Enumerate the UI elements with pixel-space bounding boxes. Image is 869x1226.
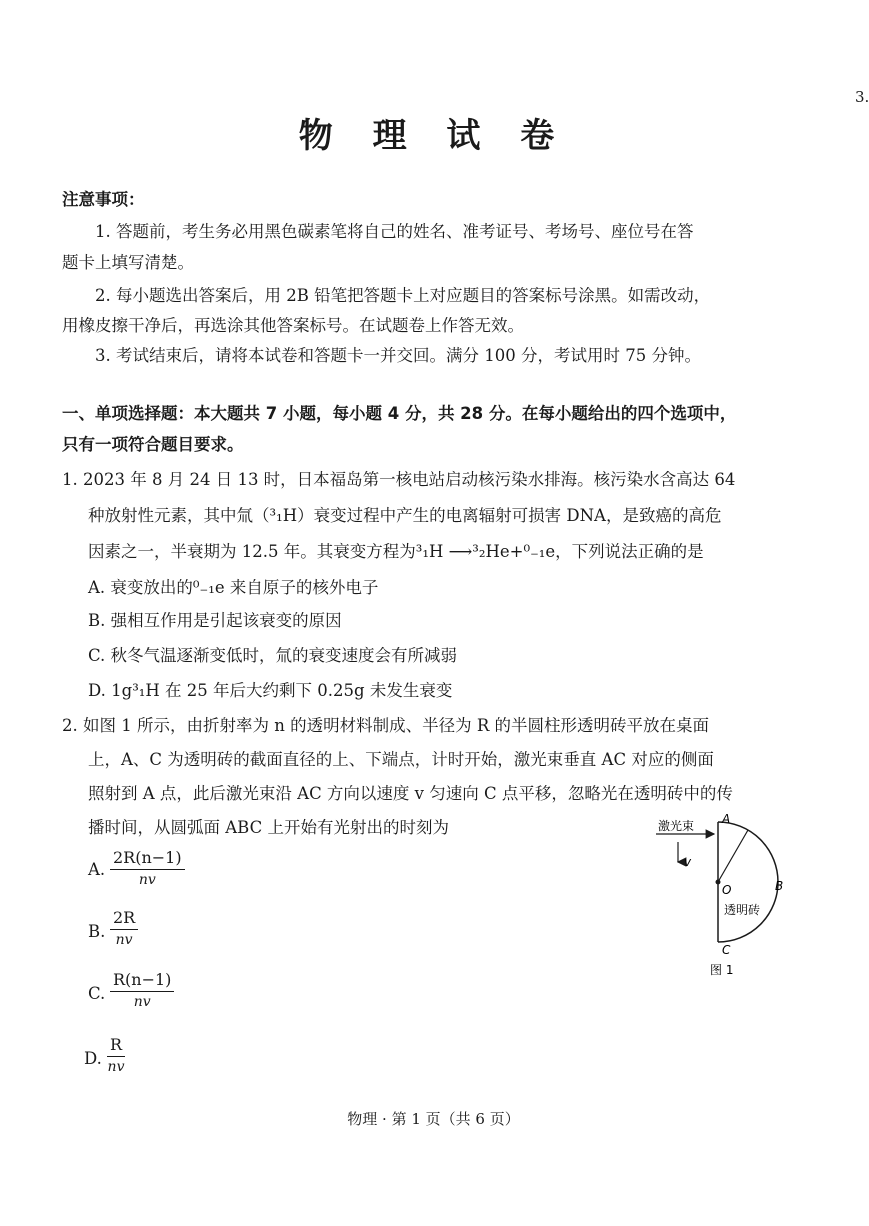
- q1-option-d: D. 1g³₁H 在 25 年后大约剩下 0.25g 未发生衰变: [88, 681, 453, 700]
- section1-heading-cont: 只有一项符合题目要求。: [62, 435, 244, 454]
- notes-line-2: 题卡上填写清楚。: [62, 253, 194, 272]
- point-a-label: A: [722, 812, 731, 826]
- q1-option-b: B. 强相互作用是引起该衰变的原因: [88, 611, 342, 630]
- radius-line: [718, 830, 748, 882]
- page-footer: 物理 · 第 1 页（共 6 页）: [347, 1110, 520, 1128]
- figure-caption: 图 1: [710, 963, 734, 977]
- notes-line-3: 2. 每小题选出答案后，用 2B 铅笔把答题卡上对应题目的答案标号涂黑。如需改动，: [95, 286, 711, 305]
- notes-line-1: 1. 答题前，考生务必用黑色碳素笔将自己的姓名、准考证号、考场号、座位号在答: [95, 222, 694, 241]
- q2-option-d-fraction: [107, 1035, 125, 1075]
- q2-option-b-numerator: 2R: [110, 908, 138, 930]
- q2-stem-line-2: 上，A、C 为透明砖的截面直径的上、下端点，计时开始，激光束垂直 AC 对应的侧面: [88, 750, 714, 769]
- q2-option-c-numerator: R(n−1): [110, 970, 174, 992]
- notes-line-5: 3. 考试结束后，请将本试卷和答题卡一并交回。满分 100 分，考试用时 75 分钟。: [95, 346, 701, 365]
- q2-stem-line-1: 2. 如图 1 所示，由折射率为 n 的透明材料制成、半径为 R 的半圆柱形透明砖平放在桌面: [62, 716, 710, 735]
- q2-option-c-label: C.: [88, 984, 106, 1003]
- section1-heading: 一、单项选择题：本大题共 7 小题，每小题 4 分，共 28 分。在每小题给出的四个选项中，: [62, 404, 737, 423]
- laser-beam-label: 激光束: [658, 819, 695, 833]
- q2-option-a-label: A.: [88, 860, 106, 879]
- q2-option-d-numerator: R: [107, 1035, 125, 1057]
- q2-option-d-label: D.: [84, 1049, 102, 1068]
- notes-line-4: 用橡皮擦干净后，再选涂其他答案标号。在试题卷上作答无效。: [62, 316, 524, 335]
- velocity-label: v: [684, 855, 692, 869]
- q2-option-d-denominator: nv: [107, 1059, 125, 1075]
- page-title: 物 理 试 卷: [298, 116, 569, 156]
- q2-option-a-denominator: nv: [138, 872, 156, 888]
- q2-stem-line-3: 照射到 A 点，此后激光束沿 AC 方向以速度 v 匀速向 C 点平移，忽略光在透明砖中的传: [88, 784, 733, 803]
- point-c-label: C: [722, 943, 731, 957]
- arc-abc: [718, 822, 778, 942]
- q2-option-b-fraction: [110, 908, 138, 948]
- q2-option-c-denominator: nv: [133, 994, 151, 1010]
- center-point-o: [716, 880, 721, 885]
- q1-stem-line-2: 种放射性元素，其中氚（³₁H）衰变过程中产生的电离辐射可损害 DNA，是致癌的高危: [88, 506, 722, 525]
- q1-stem-line-3: 因素之一，半衰期为 12.5 年。其衰变方程为³₁H ⟶³₂He+⁰₋₁e，下列说法正确的是: [88, 542, 704, 561]
- notes-heading: 注意事项：: [62, 190, 145, 209]
- figure-1-diagram: [650, 808, 800, 988]
- brick-label: 透明砖: [724, 903, 761, 917]
- q1-option-a: A. 衰变放出的⁰₋₁e 来自原子的核外电子: [88, 578, 379, 597]
- q2-option-a-fraction: [110, 848, 185, 888]
- q2-stem-line-4: 播时间，从圆弧面 ABC 上开始有光射出的时刻为: [88, 818, 449, 837]
- q1-option-c: C. 秋冬气温逐渐变低时，氚的衰变速度会有所减弱: [88, 646, 458, 665]
- q1-stem-line-1: 1. 2023 年 8 月 24 日 13 时，日本福岛第一核电站启动核污染水排海。核污染水含高达 64: [62, 470, 736, 489]
- q2-option-b-label: B.: [88, 922, 106, 941]
- q2-option-c-fraction: [110, 970, 174, 1010]
- point-b-label: B: [775, 879, 784, 893]
- point-o-label: O: [722, 883, 732, 897]
- q2-option-a-numerator: 2R(n−1): [110, 848, 185, 870]
- q2-option-b-denominator: nv: [115, 932, 133, 948]
- corner-mark: 3.: [855, 88, 869, 106]
